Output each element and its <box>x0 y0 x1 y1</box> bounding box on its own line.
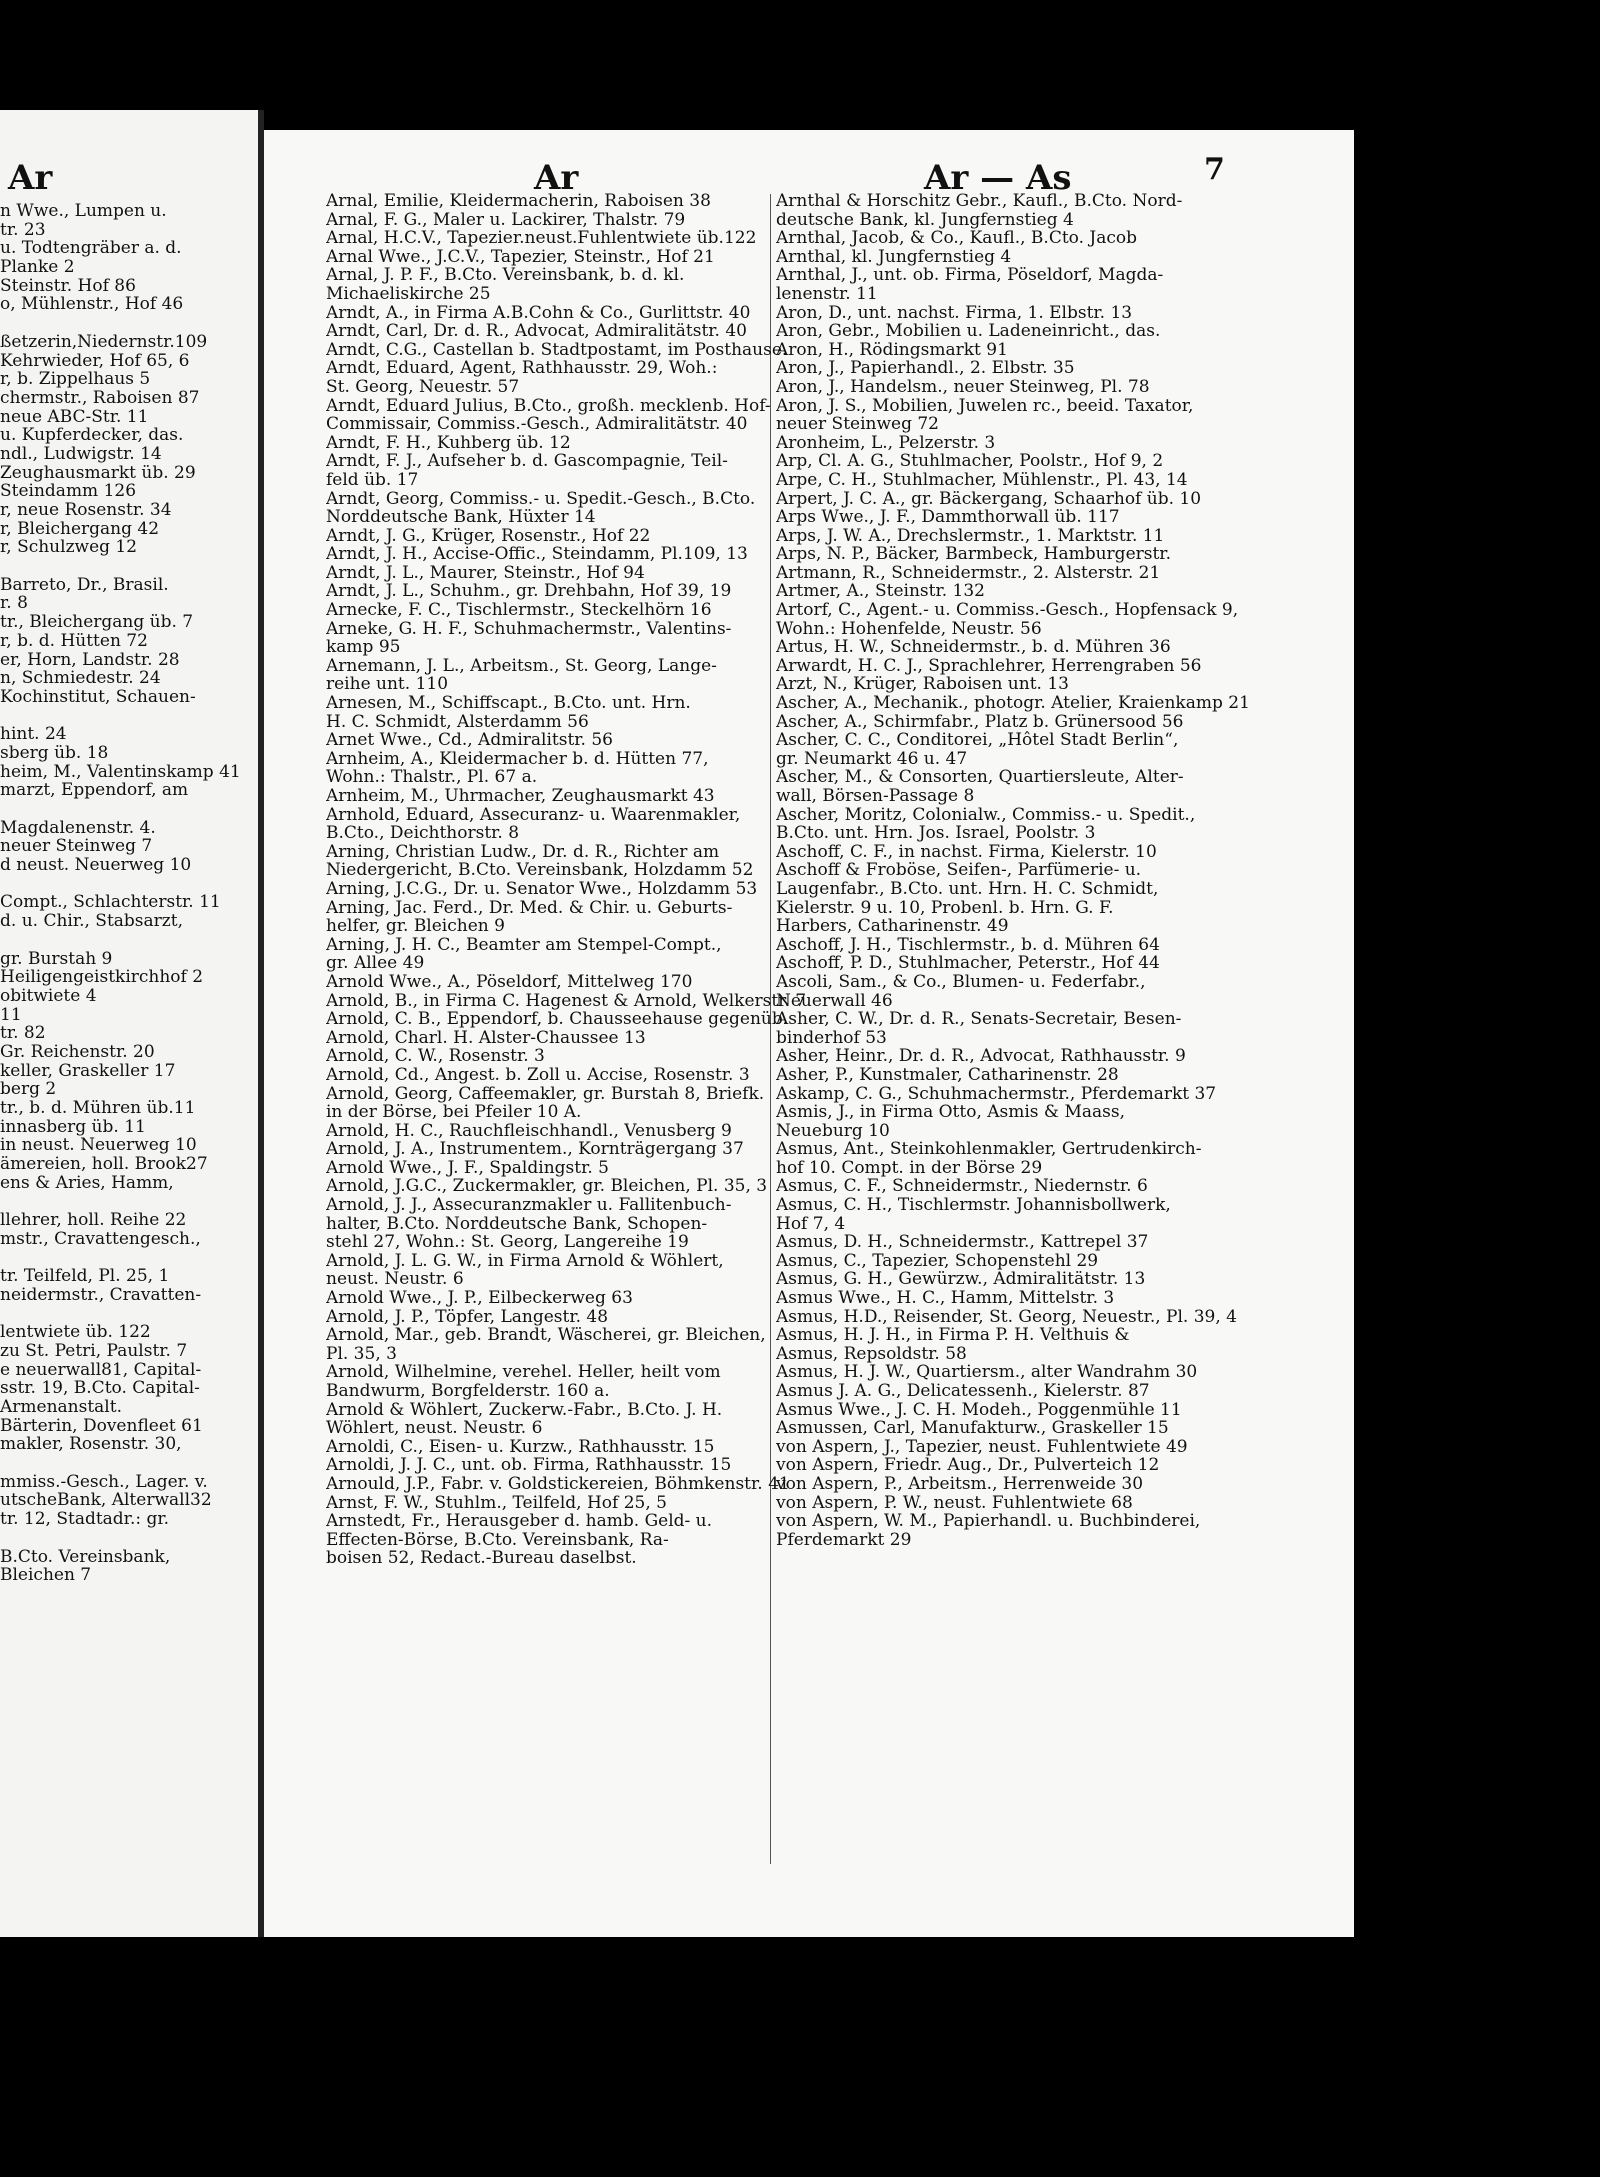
directory-entry: Ascher, Moritz, Colonialw., Commiss.- u. Spedit., <box>776 805 1196 825</box>
left-page-line <box>0 1305 252 1324</box>
directory-entry: Arnal Wwe., J.C.V., Tapezier, Steinstr., Hof 21 <box>326 247 715 267</box>
directory-entry: Arnthal, J., unt. ob. Firma, Pöseldorf, Magda- <box>776 266 1164 285</box>
directory-entry: hof 10. Compt. in der Börse 29 <box>776 1158 1043 1178</box>
left-page-line <box>0 1192 252 1211</box>
directory-entry: feld üb. 17 <box>326 470 419 490</box>
scan-margin <box>0 1937 1600 2177</box>
directory-entry: Aschoff, P. D., Stuhlmacher, Peterstr., Hof 44 <box>776 954 1160 973</box>
directory-entry: boisen 52, Redact.-Bureau daselbst. <box>326 1549 637 1568</box>
directory-entry: halter, B.Cto. Norddeutsche Bank, Schopen- <box>326 1214 708 1234</box>
directory-column-2 <box>776 192 1354 1549</box>
directory-entry: Arnthal, kl. Jungfernstieg 4 <box>776 247 1012 267</box>
directory-entry: Pferdemarkt 29 <box>776 1530 912 1550</box>
left-page-line: keller, Graskeller 17 <box>0 1061 176 1081</box>
left-page-line <box>0 931 252 950</box>
directory-entry: Arnold, B., in Firma C. Hagenest & Arnold, Welkerstr. 7 <box>326 991 807 1011</box>
left-page-line: r, neue Rosenstr. 34 <box>0 501 172 520</box>
left-page-line: Bleichen 7 <box>0 1566 92 1585</box>
left-page-line: tr. Teilfeld, Pl. 25, 1 <box>0 1267 170 1286</box>
directory-entry: Ascher, M., & Consorten, Quartiersleute, Alter- <box>776 768 1184 787</box>
directory-entry: Norddeutsche Bank, Hüxter 14 <box>326 508 596 527</box>
directory-entry: H. C. Schmidt, Alsterdamm 56 <box>326 712 589 732</box>
directory-entry: Arnoldi, J. J. C., unt. ob. Firma, Rathhausstr. 15 <box>326 1456 732 1475</box>
left-page-line: n, Schmiedestr. 24 <box>0 669 161 688</box>
directory-entry: Asmus Wwe., J. C. H. Modeh., Poggenmühle 11 <box>776 1400 1182 1420</box>
directory-entry: Arps Wwe., J. F., Dammthorwall üb. 117 <box>776 508 1120 527</box>
directory-entry: Arndt, C.G., Castellan b. Stadtpostamt, im Posthause. <box>326 340 788 360</box>
left-page-line: ndl., Ludwigstr. 14 <box>0 444 162 464</box>
directory-entry: Arnecke, F. C., Tischlermstr., Steckelhörn 16 <box>326 601 712 620</box>
left-page-line <box>0 557 252 576</box>
directory-entry: Arnold Wwe., A., Pöseldorf, Mittelweg 170 <box>326 972 693 992</box>
directory-entry: gr. Allee 49 <box>326 954 425 973</box>
directory-column-1 <box>326 192 826 1568</box>
directory-entry: Arnemann, J. L., Arbeitsm., St. Georg, Lange- <box>326 656 717 676</box>
directory-entry: Arnold Wwe., J. F., Spaldingstr. 5 <box>326 1158 609 1178</box>
directory-entry: Wohn.: Hohenfelde, Neustr. 56 <box>776 619 1042 639</box>
directory-entry: Arnold, Cd., Angest. b. Zoll u. Accise, Rosenstr. 3 <box>326 1065 750 1085</box>
left-page-line <box>0 707 252 726</box>
directory-entry: kamp 95 <box>326 638 401 657</box>
left-page-line: mmiss.-Gesch., Lager. v. <box>0 1472 208 1492</box>
left-page-line: Bärterin, Dovenfleet 61 <box>0 1416 203 1436</box>
directory-entry: gr. Neumarkt 46 u. 47 <box>776 749 968 769</box>
directory-entry: Arneke, G. H. F., Schuhmachermstr., Valentins- <box>326 619 732 639</box>
directory-entry: Artorf, C., Agent.- u. Commiss.-Gesch., Hopfensack 9, <box>776 601 1239 620</box>
directory-entry: Aron, J., Papierhandl., 2. Elbstr. 35 <box>776 359 1075 378</box>
directory-entry: St. Georg, Neuestr. 57 <box>326 377 520 397</box>
directory-entry: Asmus, H. J. W., Quartiersm., alter Wandrahm 30 <box>776 1363 1198 1382</box>
directory-entry: Kielerstr. 9 u. 10, Probenl. b. Hrn. G. F. <box>776 898 1114 918</box>
directory-entry: Arndt, J. G., Krüger, Rosenstr., Hof 22 <box>326 526 651 546</box>
directory-entry: Arnold, Charl. H. Alster-Chaussee 13 <box>326 1028 646 1048</box>
directory-entry: in der Börse, bei Pfeiler 10 A. <box>326 1103 582 1122</box>
directory-entry: von Aspern, Friedr. Aug., Dr., Pulverteich 12 <box>776 1456 1160 1475</box>
directory-entry: Aron, J. S., Mobilien, Juwelen rc., beeid. Taxator, <box>776 396 1194 416</box>
directory-entry: Neueburg 10 <box>776 1121 890 1141</box>
directory-entry: Arndt, Eduard Julius, B.Cto., großh. mecklenb. Hof- <box>326 396 771 416</box>
directory-entry: stehl 27, Wohn.: St. Georg, Langereihe 19 <box>326 1233 689 1252</box>
left-page-line: neuer Steinweg 7 <box>0 837 153 857</box>
left-page-line: Kochinstitut, Schauen- <box>0 687 196 707</box>
directory-entry: Arnet Wwe., Cd., Admiralitstr. 56 <box>326 731 613 750</box>
directory-entry: reihe unt. 110 <box>326 675 449 695</box>
left-page-line: tr. 23 <box>0 220 46 240</box>
directory-entry: Arnheim, M., Uhrmacher, Zeughausmarkt 43 <box>326 787 715 806</box>
directory-entry: Neuerwall 46 <box>776 991 893 1011</box>
directory-entry: Asmus, C. H., Tischlermstr. Johannisbollwerk, <box>776 1196 1171 1215</box>
left-page-line: r, b. d. Hütten 72 <box>0 631 148 651</box>
directory-entry: Asmus, Repsoldstr. 58 <box>776 1344 967 1364</box>
directory-entry: von Aspern, W. M., Papierhandl. u. Buchbinderei, <box>776 1512 1201 1531</box>
left-page-line <box>0 1529 252 1548</box>
directory-entry: helfer, gr. Bleichen 9 <box>326 917 505 936</box>
directory-entry: Arps, N. P., Bäcker, Barmbeck, Hamburgerstr. <box>776 545 1171 564</box>
left-page-line <box>0 1454 252 1473</box>
left-page-line <box>0 314 252 333</box>
directory-entry: Asmussen, Carl, Manufakturw., Graskeller 15 <box>776 1419 1169 1438</box>
right-page <box>264 130 1354 1960</box>
left-page-line: tr., b. d. Mühren üb.11 <box>0 1099 196 1118</box>
directory-entry: Arnold, Georg, Caffeemakler, gr. Burstah 8, Briefk. <box>326 1084 765 1104</box>
running-head-range: Ar — As <box>924 158 1072 198</box>
left-page-line: Gr. Reichenstr. 20 <box>0 1042 155 1062</box>
directory-entry: Arnst, F. W., Stuhlm., Teilfeld, Hof 25, 5 <box>326 1493 667 1513</box>
left-page-line: u. Todtengräber a. d. <box>0 239 182 259</box>
directory-entry: Aron, J., Handelsm., neuer Steinweg, Pl. 78 <box>776 377 1150 397</box>
directory-entry: von Aspern, P., Arbeitsm., Herrenweide 30 <box>776 1474 1144 1494</box>
directory-entry: wall, Börsen-Passage 8 <box>776 787 975 806</box>
directory-entry: Asmus, C. F., Schneidermstr., Niedernstr. 6 <box>776 1177 1148 1197</box>
directory-entry: lenenstr. 11 <box>776 284 878 304</box>
directory-entry: Aschoff, C. F., in nachst. Firma, Kielerstr. 10 <box>776 842 1157 862</box>
left-page-line: u. Kupferdecker, das. <box>0 426 184 445</box>
directory-entry: Arnheim, A., Kleidermacher b. d. Hütten 77, <box>326 749 709 769</box>
directory-entry: Arnould, J.P., Fabr. v. Goldstickereien, Böhmkenstr. 41 <box>326 1474 790 1494</box>
directory-entry: Effecten-Börse, B.Cto. Vereinsbank, Ra- <box>326 1530 669 1550</box>
left-page-line: utscheBank, Alterwall32 <box>0 1491 212 1511</box>
directory-entry: Bandwurm, Borgfelderstr. 160 a. <box>326 1382 610 1401</box>
directory-entry: Arnold, J. L. G. W., in Firma Arnold & Wöhlert, <box>326 1251 724 1271</box>
directory-entry: Arnal, F. G., Maler u. Lackirer, Thalstr. 79 <box>326 210 686 230</box>
left-page-line: mstr., Cravattengesch., <box>0 1229 201 1249</box>
left-page-line: sberg üb. 18 <box>0 743 109 763</box>
directory-entry: Asmus, H.D., Reisender, St. Georg, Neuestr., Pl. 39, 4 <box>776 1307 1237 1327</box>
left-page-line: o, Mühlenstr., Hof 46 <box>0 295 184 315</box>
directory-entry: Asmus Wwe., H. C., Hamm, Mittelstr. 3 <box>776 1289 1115 1308</box>
directory-entry: Arndt, Eduard, Agent, Rathhausstr. 29, Woh.: <box>326 359 718 378</box>
left-page-line: er, Horn, Landstr. 28 <box>0 650 180 670</box>
left-page-line: ßetzerin,Niedernstr.109 <box>0 332 208 352</box>
left-page-line: marzt, Eppendorf, am <box>0 781 189 800</box>
directory-entry: Arnal, J. P. F., B.Cto. Vereinsbank, b. d. kl. <box>326 266 685 285</box>
directory-entry: Aschoff & Froböse, Seifen-, Parfümerie- u. <box>776 861 1142 880</box>
left-page-line: heim, M., Valentinskamp 41 <box>0 762 241 782</box>
directory-entry: von Aspern, J., Tapezier, neust. Fuhlentwiete 49 <box>776 1437 1188 1457</box>
directory-entry: Arndt, J. L., Maurer, Steinstr., Hof 94 <box>326 563 645 583</box>
directory-entry: Askamp, C. G., Schuhmachermstr., Pferdemarkt 37 <box>776 1084 1217 1104</box>
left-page-line: Steindamm 126 <box>0 482 137 501</box>
left-page-line: makler, Rosenstr. 30, <box>0 1435 182 1455</box>
directory-entry: Harbers, Catharinenstr. 49 <box>776 917 1009 936</box>
directory-entry: Asmus, D. H., Schneidermstr., Kattrepel 37 <box>776 1233 1149 1252</box>
left-page-line: B.Cto. Vereinsbank, <box>0 1547 171 1567</box>
left-page-line: d. u. Chir., Stabsarzt, <box>0 912 183 931</box>
directory-entry: Arnold Wwe., J. P., Eilbeckerweg 63 <box>326 1289 633 1308</box>
directory-entry: Arnthal & Horschitz Gebr., Kaufl., B.Cto. Nord- <box>776 192 1183 211</box>
directory-entry: Arnstedt, Fr., Herausgeber d. hamb. Geld- u. <box>326 1512 713 1531</box>
directory-entry: Arzt, N., Krüger, Raboisen unt. 13 <box>776 675 1069 695</box>
directory-entry: Arndt, Carl, Dr. d. R., Advocat, Admiralitätstr. 40 <box>326 322 747 341</box>
left-page-line: e neuerwall81, Capital- <box>0 1360 202 1380</box>
directory-entry: Asmus, G. H., Gewürzw., Admiralitätstr. 13 <box>776 1270 1146 1290</box>
left-page-line: chermstr., Raboisen 87 <box>0 388 200 408</box>
left-page-line: lentwiete üb. 122 <box>0 1323 151 1342</box>
left-page-line <box>0 875 252 894</box>
left-page-line: zu St. Petri, Paulstr. 7 <box>0 1341 188 1361</box>
directory-entry: Pl. 35, 3 <box>326 1344 397 1364</box>
directory-entry: B.Cto., Deichthorstr. 8 <box>326 824 520 843</box>
directory-entry: von Aspern, P. W., neust. Fuhlentwiete 68 <box>776 1493 1133 1513</box>
directory-entry: Michaeliskirche 25 <box>326 284 491 304</box>
directory-entry: Arnold, Wilhelmine, verehel. Heller, heilt vom <box>326 1363 721 1382</box>
running-head-left: Ar <box>534 158 579 198</box>
directory-entry: deutsche Bank, kl. Jungfernstieg 4 <box>776 210 1074 230</box>
directory-entry: Aron, H., Rödingsmarkt 91 <box>776 340 1008 360</box>
left-page-line: Zeughausmarkt üb. 29 <box>0 463 196 483</box>
directory-entry: Arnold, C. B., Eppendorf, b. Chausseehause gegenüb. <box>326 1010 789 1029</box>
directory-entry: Artmer, A., Steinstr. 132 <box>776 582 985 602</box>
directory-entry: Aschoff, J. H., Tischlermstr., b. d. Mühren 64 <box>776 935 1160 955</box>
left-page-line: gr. Burstah 9 <box>0 949 113 969</box>
left-page-line: tr. 12, Stadtadr.: gr. <box>0 1510 170 1529</box>
directory-entry: Aron, D., unt. nachst. Firma, 1. Elbstr. 13 <box>776 303 1133 323</box>
left-page-line: llehrer, holl. Reihe 22 <box>0 1211 187 1230</box>
directory-entry: Arnthal, Jacob, & Co., Kaufl., B.Cto. Jacob <box>776 229 1138 248</box>
directory-entry: Arning, Christian Ludw., Dr. d. R., Richter am <box>326 842 720 862</box>
directory-entry: Ascher, C. C., Conditorei, „Hôtel Stadt Berlin“, <box>776 731 1179 750</box>
directory-entry: Arwardt, H. C. J., Sprachlehrer, Herrengraben 56 <box>776 656 1202 676</box>
directory-entry: Arnold, J. P., Töpfer, Langestr. 48 <box>326 1307 609 1327</box>
directory-entry: Arnhold, Eduard, Assecuranz- u. Waarenmakler, <box>326 805 741 825</box>
directory-entry: Laugenfabr., B.Cto. unt. Hrn. H. C. Schmidt, <box>776 879 1159 899</box>
directory-entry: Aronheim, L., Pelzerstr. 3 <box>776 433 996 453</box>
directory-entry: Arnold, J. J., Assecuranzmakler u. Fallitenbuch- <box>326 1196 732 1215</box>
left-page-line: obitwiete 4 <box>0 986 97 1006</box>
directory-entry: Asher, Heinr., Dr. d. R., Advocat, Rathhausstr. 9 <box>776 1047 1186 1066</box>
left-page-line: ämereien, holl. Brook27 <box>0 1155 208 1174</box>
directory-entry: Arndt, F. H., Kuhberg üb. 12 <box>326 433 571 453</box>
left-page-line: neue ABC-Str. 11 <box>0 407 149 427</box>
left-page-line: tr., Bleichergang üb. 7 <box>0 613 194 632</box>
directory-entry: Asmus, Ant., Steinkohlenmakler, Gertrudenkirch- <box>776 1140 1202 1159</box>
directory-entry: Arndt, A., in Firma A.B.Cohn & Co., Gurlittstr. 40 <box>326 303 751 323</box>
left-page-header: Ar <box>8 158 53 198</box>
directory-entry: Asher, P., Kunstmaler, Catharinenstr. 28 <box>776 1065 1119 1085</box>
directory-entry: Asmis, J., in Firma Otto, Asmis & Maass, <box>776 1103 1125 1122</box>
left-page-line <box>0 800 252 819</box>
directory-entry: Arning, J.C.G., Dr. u. Senator Wwe., Holzdamm 53 <box>326 879 758 899</box>
directory-entry: Arnesen, M., Schiffscapt., B.Cto. unt. Hrn. <box>326 694 691 713</box>
directory-entry: Arndt, F. J., Aufseher b. d. Gascompagnie, Teil- <box>326 452 728 471</box>
left-page-line: in neust. Neuerweg 10 <box>0 1136 197 1156</box>
left-page-line: Barreto, Dr., Brasil. <box>0 575 169 595</box>
directory-entry: Arpert, J. C. A., gr. Bäckergang, Schaarhof üb. 10 <box>776 489 1202 509</box>
directory-entry: Arning, J. H. C., Beamter am Stempel-Compt., <box>326 935 722 955</box>
directory-entry: B.Cto. unt. Hrn. Jos. Israel, Poolstr. 3 <box>776 824 1096 843</box>
left-page <box>0 110 261 1940</box>
directory-entry: neust. Neustr. 6 <box>326 1270 464 1290</box>
directory-entry: Asher, C. W., Dr. d. R., Senats-Secretair, Besen- <box>776 1010 1182 1029</box>
left-page-line: neidermstr., Cravatten- <box>0 1285 202 1305</box>
directory-entry: Arnold, J.G.C., Zuckermakler, gr. Bleichen, Pl. 35, 3 <box>326 1177 768 1197</box>
directory-entry: Arnoldi, C., Eisen- u. Kurzw., Rathhausstr. 15 <box>326 1437 715 1457</box>
directory-entry: Arndt, Georg, Commiss.- u. Spedit.-Gesch., B.Cto. <box>326 489 756 509</box>
left-page-line <box>0 1249 252 1268</box>
directory-entry: Ascher, A., Mechanik., photogr. Atelier, Kraienkamp 21 <box>776 694 1250 713</box>
directory-entry: Arnal, H.C.V., Tapezier.neust.Fuhlentwiete üb.122 <box>326 229 757 248</box>
left-page-line: Heiligengeistkirchhof 2 <box>0 968 204 987</box>
directory-entry: Arnold, H. C., Rauchfleischhandl., Venusberg 9 <box>326 1121 732 1141</box>
left-page-line: Kehrwieder, Hof 65, 6 <box>0 351 190 371</box>
directory-entry: Hof 7, 4 <box>776 1214 846 1234</box>
directory-entry: Arnold, J. A., Instrumentem., Kornträgergang 37 <box>326 1140 744 1159</box>
directory-entry: Artmann, R., Schneidermstr., 2. Alsterstr. 21 <box>776 563 1161 583</box>
left-page-line: n Wwe., Lumpen u. <box>0 202 167 221</box>
left-page-line: Armenanstalt. <box>0 1398 122 1417</box>
left-page-line: d neust. Neuerweg 10 <box>0 856 192 875</box>
directory-entry: neuer Steinweg 72 <box>776 415 940 434</box>
left-page-line: hint. 24 <box>0 725 67 744</box>
directory-entry: Aron, Gebr., Mobilien u. Ladeneinricht., das. <box>776 322 1161 341</box>
directory-entry: binderhof 53 <box>776 1028 887 1048</box>
page-number: 7 <box>1204 152 1225 187</box>
left-page-text <box>0 202 252 1585</box>
left-page-line: 11 <box>0 1005 22 1025</box>
directory-entry: Arpe, C. H., Stuhlmacher, Mühlenstr., Pl. 43, 14 <box>776 470 1188 490</box>
directory-entry: Arning, Jac. Ferd., Dr. Med. & Chir. u. Geburts- <box>326 898 733 918</box>
directory-entry: Arnold, C. W., Rosenstr. 3 <box>326 1047 545 1066</box>
directory-entry: Ascher, A., Schirmfabr., Platz b. Grünersood 56 <box>776 712 1184 732</box>
left-page-line: ens & Aries, Hamm, <box>0 1173 174 1193</box>
directory-entry: Arps, J. W. A., Drechslermstr., 1. Marktstr. 11 <box>776 526 1165 546</box>
directory-entry: Ascoli, Sam., & Co., Blumen- u. Federfabr., <box>776 972 1146 992</box>
directory-entry: Arp, Cl. A. G., Stuhlmacher, Poolstr., Hof 9, 2 <box>776 452 1164 471</box>
directory-entry: Asmus, C., Tapezier, Schopenstehl 29 <box>776 1251 1099 1271</box>
left-page-line: berg 2 <box>0 1080 57 1099</box>
left-page-line: Steinstr. Hof 86 <box>0 276 136 296</box>
left-page-line: r, Bleichergang 42 <box>0 519 160 539</box>
left-page-line: innasberg üb. 11 <box>0 1117 146 1137</box>
left-page-line: r. 8 <box>0 594 28 614</box>
directory-entry: Niedergericht, B.Cto. Vereinsbank, Holzdamm 52 <box>326 861 754 880</box>
directory-entry: Commissair, Commiss.-Gesch., Admiralitätstr. 40 <box>326 415 748 434</box>
left-page-line: r, Schulzweg 12 <box>0 538 138 558</box>
left-page-line: Magdalenenstr. 4. <box>0 818 156 838</box>
directory-entry: Wöhlert, neust. Neustr. 6 <box>326 1419 543 1438</box>
directory-entry: Artus, H. W., Schneidermstr., b. d. Mühren 36 <box>776 638 1171 657</box>
directory-entry: Wohn.: Thalstr., Pl. 67 a. <box>326 768 538 787</box>
directory-entry: Asmus, H. J. H., in Firma P. H. Velthuis & <box>776 1326 1130 1345</box>
directory-entry: Arndt, J. L., Schuhm., gr. Drehbahn, Hof 39, 19 <box>326 582 732 602</box>
directory-entry: Asmus J. A. G., Delicatessenh., Kielerstr. 87 <box>776 1382 1150 1401</box>
directory-entry: Arnal, Emilie, Kleidermacherin, Raboisen 38 <box>326 192 711 211</box>
left-page-line: sstr. 19, B.Cto. Capital- <box>0 1379 200 1398</box>
left-page-line: Compt., Schlachterstr. 11 <box>0 893 221 913</box>
left-page-line: r, b. Zippelhaus 5 <box>0 370 151 389</box>
directory-entry: Arnold & Wöhlert, Zuckerw.-Fabr., B.Cto. J. H. <box>326 1400 723 1420</box>
left-page-line: Planke 2 <box>0 258 75 277</box>
directory-entry: Arndt, J. H., Accise-Offic., Steindamm, Pl.109, 13 <box>326 545 748 564</box>
left-page-line: tr. 82 <box>0 1024 46 1043</box>
directory-entry: Arnold, Mar., geb. Brandt, Wäscherei, gr. Bleichen, <box>326 1326 766 1345</box>
